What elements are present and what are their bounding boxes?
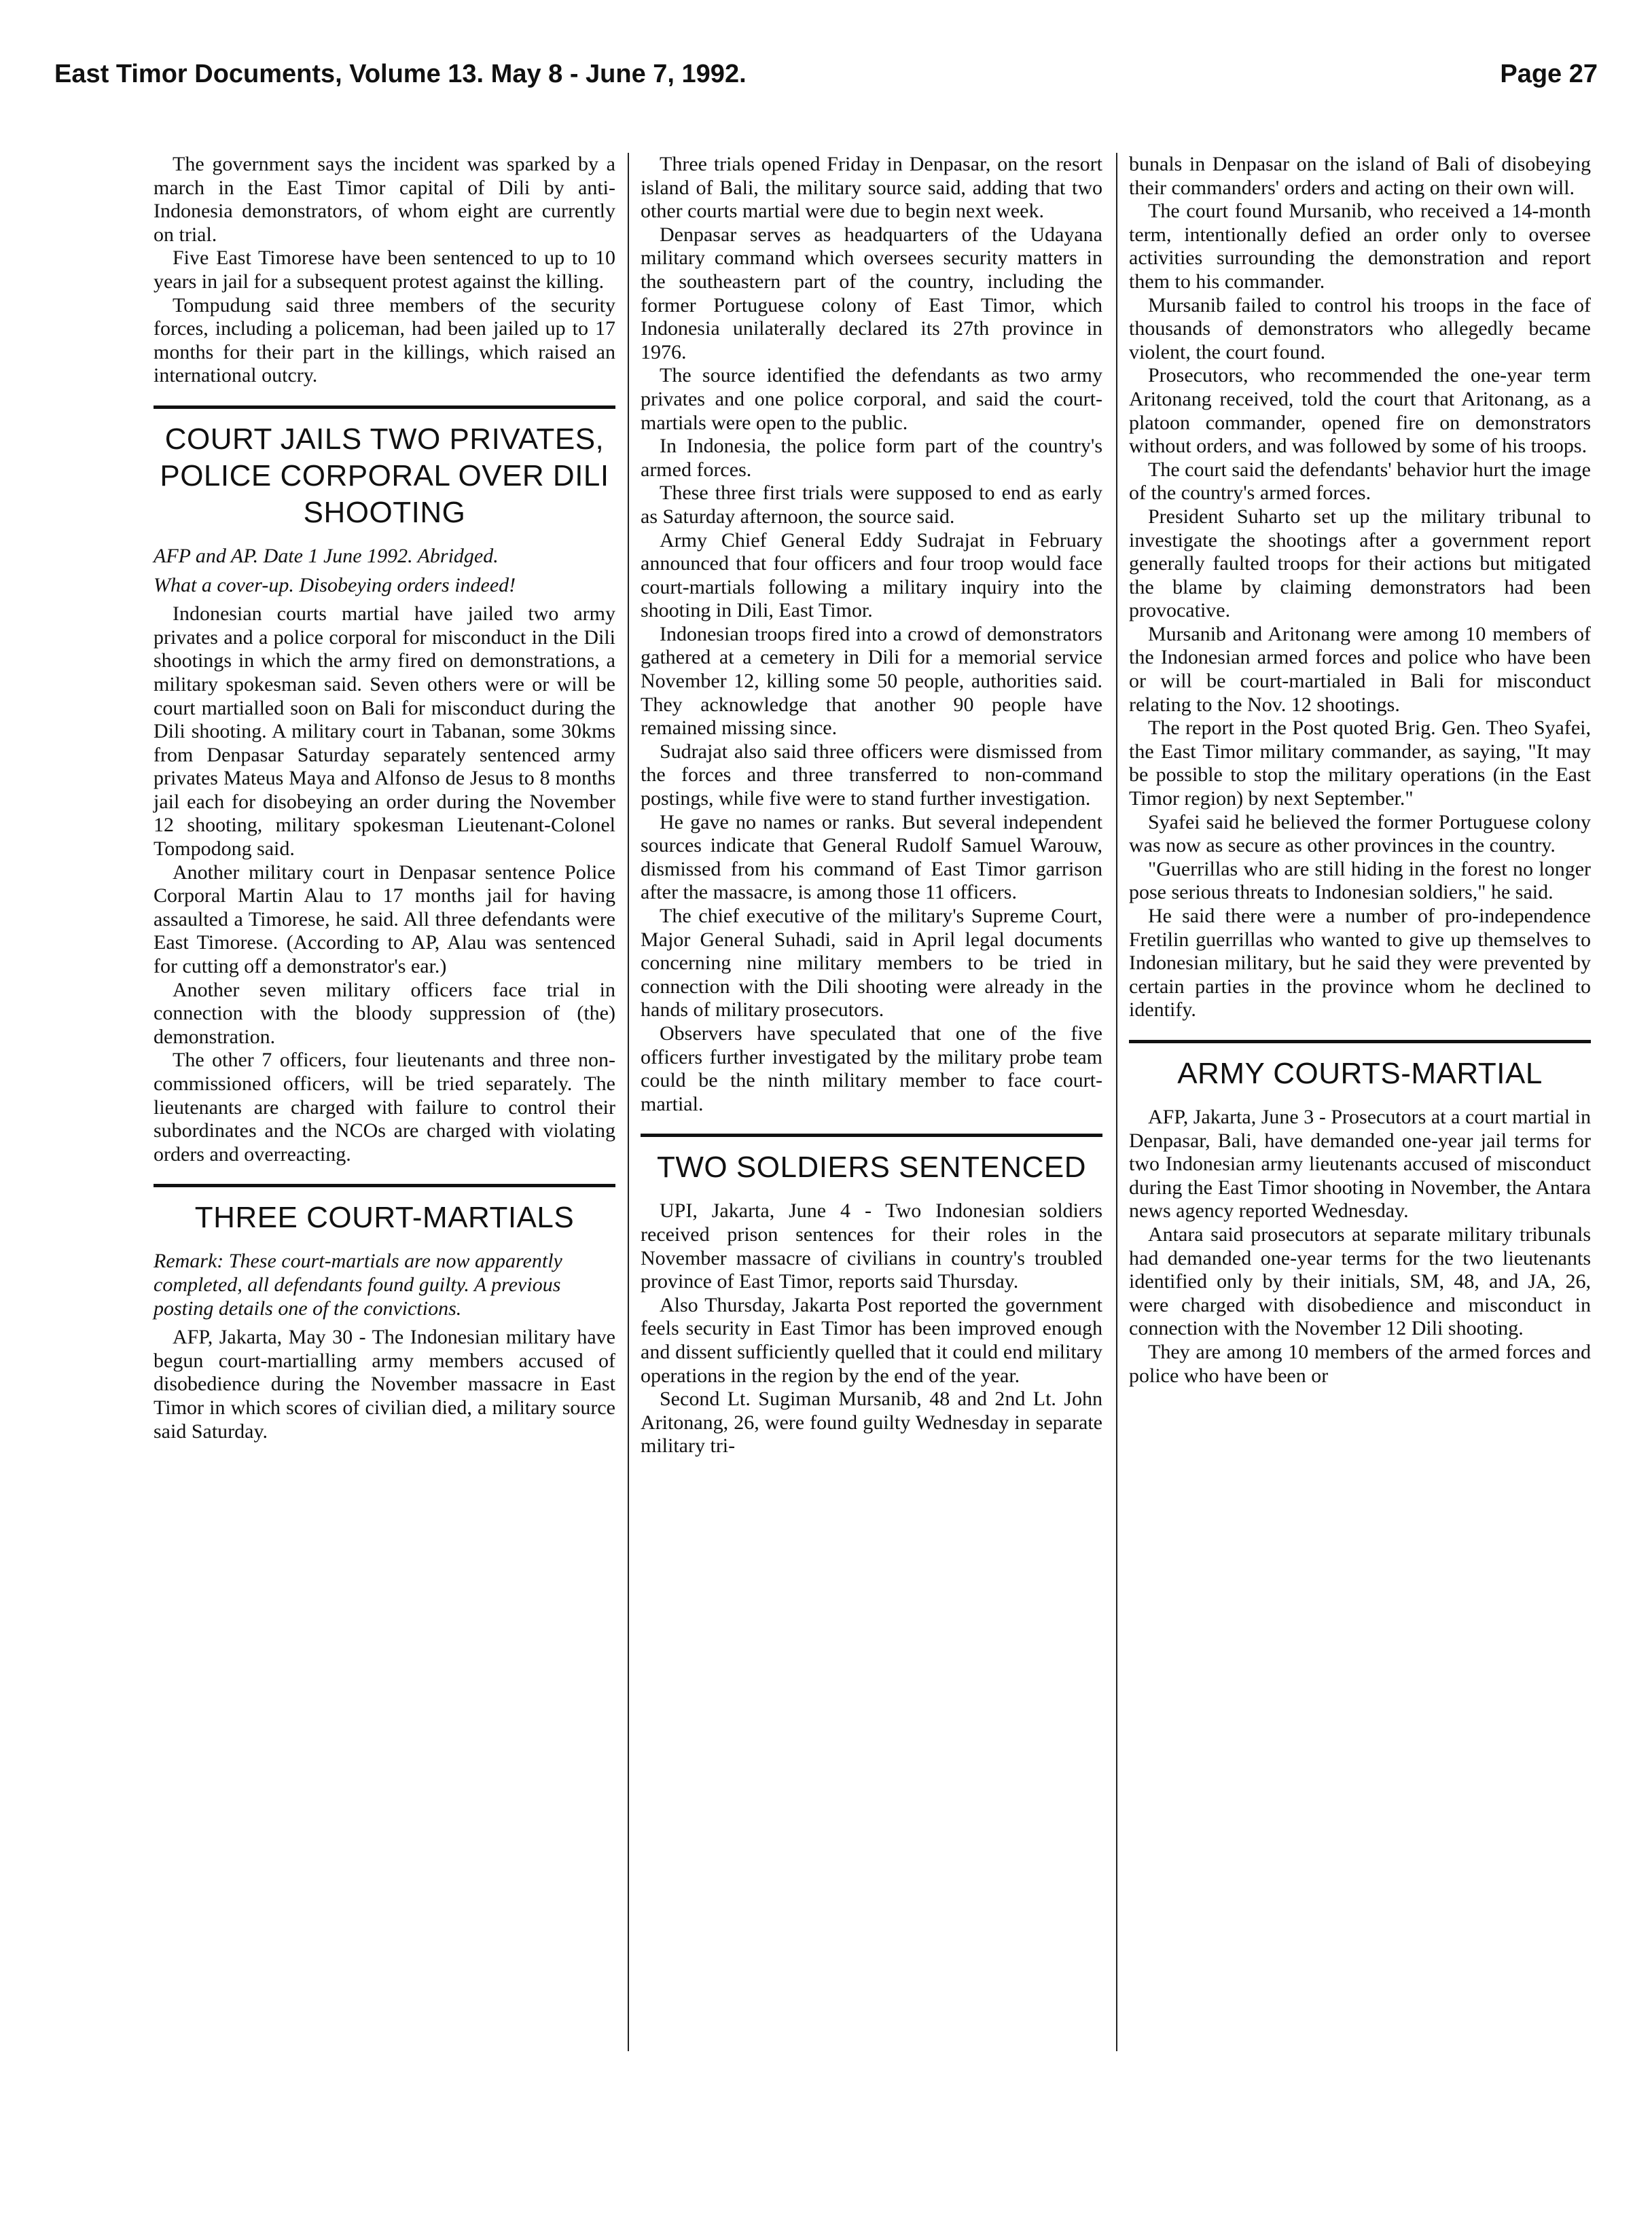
paragraph: Also Thursday, Jakarta Post reported the government feels security in East Timor has been improved enough and dissent sufficiently quelled that it could end military operations in the region by the end of the year.	[641, 1293, 1102, 1387]
paragraph: Tompudung said three members of the security forces, including a policeman, had been jailed up to 17 months for their part in the killings, which raised an international outcry.	[154, 293, 615, 387]
publication-title: East Timor Documents, Volume 13. May 8 - June 7, 1992.	[54, 60, 747, 88]
paragraph: Indonesian courts martial have jailed two army privates and a police corporal for misconduct in the Dili shootings in which the army fired on demonstrations, a military spokesman said. Seven others were or will be court martialled soon on Bali for misconduct during the Dili shooting. A military court in Tabanan, some 30kms from Denpasar Saturday separately sentenced army privates Mateus Maya and Alfonso de Jesus to 8 months jail each for disobeying an order during the November 12 shooting, military spokesman Lieutenant-Colonel Tompodong said.	[154, 602, 615, 861]
paragraph: The court said the defendants' behavior hurt the image of the country's armed forces.	[1129, 458, 1591, 505]
column-1	[154, 153, 615, 1443]
paragraph: The court found Mursanib, who received a 14-month term, intentionally defied an order only to oversee activities surrounding the demonstration and report them to his commander.	[1129, 200, 1591, 293]
paragraph: Five East Timorese have been sentenced to up to 10 years in jail for a subsequent protest against the killing.	[154, 247, 615, 293]
paragraph: In Indonesia, the police form part of the country's armed forces.	[641, 435, 1102, 481]
paragraph: Sudrajat also said three officers were dismissed from the forces and three transferred to non-command postings, while five were to stand further investigation.	[641, 740, 1102, 810]
paragraph: He gave no names or ranks. But several independent sources indicate that General Rudolf Samuel Warouw, dismissed from his command of East Timor garrison after the massacre, is among those 11 officers.	[641, 810, 1102, 904]
paragraph: President Suharto set up the military tribunal to investigate the shootings after a government report generally faulted troops for their actions but mitigated the blame by claiming demonstrators had been provocative.	[1129, 505, 1591, 622]
paragraph: UPI, Jakarta, June 4 - Two Indonesian soldiers received prison sentences for their roles in the November massacre of civilians in country's troubled province of East Timor, reports said Thursday.	[641, 1199, 1102, 1293]
paragraph: The source identified the defendants as two army privates and one police corporal, and said the court-martials were open to the public.	[641, 364, 1102, 434]
paragraph: The other 7 officers, four lieutenants and three non-commissioned officers, will be tried separately. The lieutenants are charged with failure to control their subordinates and the NCOs are charged with violating orders and overreacting.	[154, 1049, 615, 1166]
paragraph: Army Chief General Eddy Sudrajat in February announced that four officers and four troop would face court-martials following a military inquiry into the shooting in Dili, East Timor.	[641, 528, 1102, 622]
section-rule	[1129, 1040, 1591, 1043]
article-headline: COURT JAILS TWO PRIVATES, POLICE CORPORAL OVER DILI SHOOTING	[160, 422, 609, 529]
paragraph: Second Lt. Sugiman Mursanib, 48 and 2nd Lt. John Aritonang, 26, were found guilty Wednesday in separate military tri-	[641, 1388, 1102, 1458]
paragraph: Another seven military officers face trial in connection with the bloody suppression of (the) demonstration.	[154, 978, 615, 1048]
editor-remark: What a cover-up. Disobeying orders indeed!	[154, 573, 516, 596]
paragraph: Indonesian troops fired into a crowd of demonstrators gathered at a cemetery in Dili for a memorial service November 12, killing some 50 people, authorities said. They acknowledge that another 90 people have remained missing since.	[641, 622, 1102, 740]
paragraph: Three trials opened Friday in Denpasar, on the resort island of Bali, the military source said, adding that two other courts martial were due to begin next week.	[641, 153, 1102, 223]
column-2	[641, 153, 1102, 1458]
paragraph: The chief executive of the military's Supreme Court, Major General Suhadi, said in April legal documents concerning nine military members to be tried in connection with the Dili shooting were already in the hands of military prosecutors.	[641, 905, 1102, 1022]
article-headline: ARMY COURTS-MARTIAL	[1177, 1056, 1543, 1090]
section-rule	[154, 405, 615, 409]
paragraph: Denpasar serves as headquarters of the Udayana military command which oversees security matters in the southeastern part of the country, including the former Portuguese colony of East Timor, which Indonesia unilaterally declared its 27th province in 1976.	[641, 223, 1102, 363]
paragraph: Syafei said he believed the former Portuguese colony was now as secure as other provinces in the country.	[1129, 810, 1591, 857]
article-headline: TWO SOLDIERS SENTENCED	[657, 1151, 1086, 1185]
column-divider	[1116, 153, 1117, 2051]
paragraph: They are among 10 members of the armed forces and police who have been or	[1129, 1340, 1591, 1387]
article-source: AFP and AP. Date 1 June 1992. Abridged.	[154, 544, 499, 567]
paragraph: He said there were a number of pro-independence Fretilin guerrillas who wanted to give up themselves to Indonesian military, but he said they were prevented by certain parties in the province whom he declined to identify.	[1129, 905, 1591, 1022]
article-headline: THREE COURT-MARTIALS	[194, 1201, 575, 1235]
paragraph: Mursanib failed to control his troops in the face of thousands of demonstrators who allegedly became violent, the court found.	[1129, 293, 1591, 363]
section-rule	[154, 1184, 615, 1187]
paragraph: bunals in Denpasar on the island of Bali of disobeying their commanders' orders and acting on their own will.	[1129, 153, 1591, 199]
paragraph: The government says the incident was sparked by a march in the East Timor capital of Dili by anti-Indonesia demonstrators, of whom eight are currently on trial.	[154, 153, 615, 246]
paragraph: These three first trials were supposed to end as early as Saturday afternoon, the source said.	[641, 482, 1102, 528]
paragraph: The report in the Post quoted Brig. Gen. Theo Syafei, the East Timor military commander, as saying, "It may be possible to stop the military operations (in the East Timor region) by next September."	[1129, 717, 1591, 810]
paragraph: Antara said prosecutors at separate military tribunals had demanded one-year terms for the two lieutenants identified only by their initials, SM, 48, and JA, 26, were charged with disobedience and misconduct in connection with the November 12 Dili shooting.	[1129, 1223, 1591, 1340]
section-rule	[641, 1134, 1102, 1137]
column-3	[1129, 153, 1591, 1388]
paragraph: Mursanib and Aritonang were among 10 members of the Indonesian armed forces and police who have been or will be court-martialed in Bali for misconduct relating to the Nov. 12 shootings.	[1129, 622, 1591, 716]
column-divider	[628, 153, 629, 2051]
paragraph: "Guerrillas who are still hiding in the forest no longer pose serious threats to Indonesian soldiers," he said.	[1129, 857, 1591, 904]
page-header	[54, 60, 1598, 101]
paragraph: Prosecutors, who recommended the one-year term Aritonang received, told the court that Aritonang, as a platoon commander, opened fire on demonstrators without orders, and was followed by some of his troops.	[1129, 364, 1591, 458]
paragraph: Observers have speculated that one of the five officers further investigated by the military probe team could be the ninth military member to face court-martial.	[641, 1022, 1102, 1115]
paragraph: Another military court in Denpasar sentence Police Corporal Martin Alau to 17 months jail for having assaulted a Timorese, he said. All three defendants were East Timorese. (According to AP, Alau was sentenced for cutting off a demonstrator's ear.)	[154, 861, 615, 978]
paragraph: AFP, Jakarta, June 3 - Prosecutors at a court martial in Denpasar, Bali, have demanded one-year jail terms for two Indonesian army lieutenants accused of misconduct during the East Timor shooting in November, the Antara news agency reported Wednesday.	[1129, 1105, 1591, 1223]
editor-remark: Remark: These court-martials are now apparently completed, all defendants found guilty. A previous posting details one of the convictions.	[154, 1250, 562, 1320]
page-number: Page 27	[1500, 60, 1598, 88]
paragraph: AFP, Jakarta, May 30 - The Indonesian military have begun court-martialling army members accused of disobedience during the November massacre in East Timor in which scores of civilian died, a military source said Saturday.	[154, 1326, 615, 1443]
